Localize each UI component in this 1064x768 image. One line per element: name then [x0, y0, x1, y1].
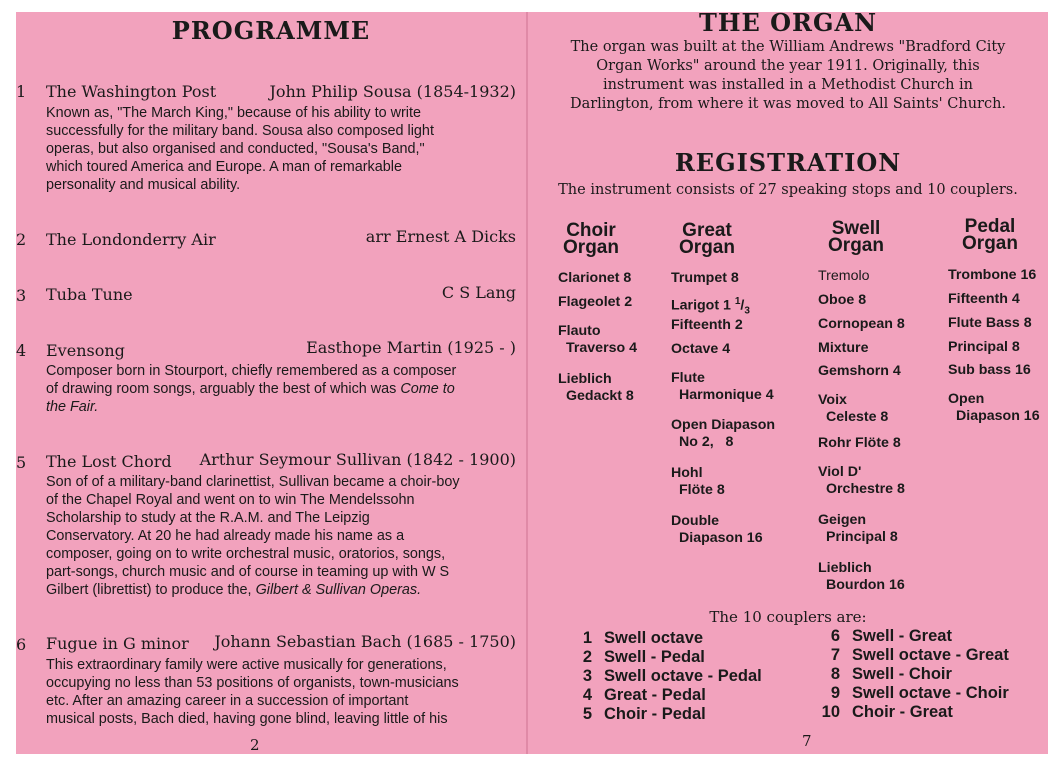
desc-line: which toured America and Europe. A man of remarkable — [46, 159, 402, 175]
coupler-item: 9 Swell octave - Choir — [830, 684, 1009, 702]
stop-entry: Double Diapason 16 — [671, 513, 763, 546]
page-number: 7 — [802, 732, 812, 750]
item-composer: Arthur Seymour Sullivan (1842 - 1900) — [199, 450, 516, 469]
stop-entry: Geigen Principal 8 — [818, 512, 898, 545]
desc-line: successfully for the military band. Sousa also composed light — [46, 123, 434, 139]
item-description — [46, 656, 516, 728]
item-composer: John Philip Sousa (1854-1932) — [269, 82, 516, 101]
coupler-item: 1 Swell octave — [582, 629, 704, 647]
stop-entry: Fifteenth 2 — [671, 317, 743, 333]
stop-entry: Flauto Traverso 4 — [558, 323, 637, 356]
item-composer: C S Lang — [441, 283, 516, 302]
programme-page — [16, 12, 526, 754]
organ-description — [528, 38, 1048, 114]
coupler-item: 5 Choir - Pedal — [582, 705, 706, 723]
desc-line: Known as, "The March King," because of his ability to write — [46, 105, 421, 121]
stop-entry: Flageolet 2 — [558, 294, 633, 310]
item-number: 1 — [16, 82, 27, 101]
stop-entry: Hohl Flöte 8 — [671, 465, 725, 498]
stop-entry: Clarionet 8 — [558, 270, 632, 286]
registration-subtitle: The instrument consists of 27 speaking stops and 10 couplers. — [558, 182, 1018, 198]
item-title: The Lost Chord — [46, 452, 172, 471]
stop-entry: Principal 8 — [948, 339, 1020, 355]
item-title: Fugue in G minor — [46, 634, 189, 653]
desc-line: Composer born in Stourport, chiefly remembered as a composer — [46, 363, 457, 379]
item-composer: arr Ernest A Dicks — [365, 227, 516, 246]
item-number: 2 — [16, 230, 27, 249]
stop-entry: Open Diapason No 2, 8 — [671, 417, 776, 450]
item-description — [46, 473, 516, 599]
stop-entry: Octave 4 — [671, 341, 731, 357]
coupler-item: 3 Swell octave - Pedal — [582, 667, 762, 685]
stop-entry: Lieblich Bourdon 16 — [818, 560, 905, 593]
stop-entry: Oboe 8 — [818, 292, 867, 308]
desc-line: Son of of a military-band clarinettist, Sullivan became a choir-boy — [46, 474, 460, 490]
stop-entry: Larigot 1 $^1/_3$ — [671, 296, 750, 317]
stop-entry: Mixture — [818, 340, 869, 356]
registration-title: REGISTRATION — [674, 148, 902, 177]
stop-entry: Cornopean 8 — [818, 316, 905, 332]
item-number: 5 — [16, 453, 27, 472]
item-composer: Easthope Martin (1925 - ) — [306, 338, 516, 357]
stop-entry: Lieblich Gedackt 8 — [558, 371, 634, 404]
item-composer: Johann Sebastian Bach (1685 - 1750) — [214, 632, 516, 651]
coupler-item: 8 Swell - Choir — [830, 665, 952, 683]
stop-entry: Sub bass 16 — [948, 362, 1031, 378]
organ-text-line: Organ Works" around the year 1911. Originally, this — [596, 58, 980, 74]
column-header-swell: Swell Organ — [828, 218, 884, 256]
stop-entry: Open Diapason 16 — [948, 391, 1040, 424]
column-header-choir: Choir Organ — [563, 220, 619, 258]
organ-text-line: Darlington, from where it was moved to All Saints' Church. — [569, 96, 1007, 112]
organ-page — [528, 8, 1048, 754]
item-title: Tuba Tune — [46, 285, 133, 304]
stop-entry: Trumpet 8 — [671, 270, 739, 286]
item-description — [46, 362, 516, 416]
desc-line: This extraordinary family were active musically for generations, — [46, 657, 447, 673]
stop-entry: Tremolo — [818, 268, 870, 284]
desc-line: etc. After an amazing career in a succession of important — [46, 693, 409, 709]
programme-title: PROGRAMME — [171, 16, 371, 45]
stop-entry: Gemshorn 4 — [818, 363, 901, 379]
desc-line: the Fair. — [46, 399, 99, 415]
organ-text-line: instrument was installed in a Methodist Church in — [602, 77, 974, 93]
desc-line: occupying no less than 53 positions of organists, town-musicians — [46, 675, 459, 691]
item-number: 6 — [16, 635, 27, 654]
item-title: The Washington Post — [46, 82, 217, 101]
stop-entry: Fifteenth 4 — [948, 291, 1020, 307]
desc-line: of the Chapel Royal and went on to win The Mendelssohn — [46, 492, 415, 508]
stop-entry: Trombone 16 — [948, 267, 1037, 283]
item-description — [46, 104, 516, 194]
stop-entry: Viol D' Orchestre 8 — [818, 464, 905, 497]
stop-entry: Voix Celeste 8 — [818, 392, 889, 425]
item-title: The Londonderry Air — [46, 230, 216, 249]
desc-line: composer, going on to write orchestral music, oratorios, songs, — [46, 546, 446, 562]
item-number: 4 — [16, 341, 27, 360]
item-title: Evensong — [46, 341, 125, 360]
desc-line: Scholarship to study at the R.A.M. and The Leipzig — [46, 510, 370, 526]
column-header-pedal: Pedal Organ — [962, 216, 1018, 254]
coupler-item: 10 Choir - Great — [821, 703, 953, 721]
desc-line: Gilbert (librettist) to produce the, Gilbert & Sullivan Operas. — [46, 582, 422, 598]
organ-text-line: The organ was built at the William Andrews "Bradford City — [570, 39, 1006, 55]
desc-line: operas, but also organised and conducted, "Sousa's Band," — [46, 141, 425, 157]
couplers-title: The 10 couplers are: — [709, 608, 867, 626]
organ-title: THE ORGAN — [698, 8, 878, 37]
stop-entry: Flute Harmonique 4 — [671, 370, 774, 403]
stop-entry: Rohr Flöte 8 — [818, 435, 901, 451]
coupler-item: 2 Swell - Pedal — [582, 648, 705, 666]
desc-line: musical posts, Bach died, having gone blind, leaving little of his — [46, 711, 448, 727]
column-header-great: Great Organ — [679, 220, 735, 258]
coupler-item: 4 Great - Pedal — [582, 686, 706, 704]
desc-line: of drawing room songs, arguably the best of which was Come to — [46, 381, 455, 397]
coupler-item: 6 Swell - Great — [830, 627, 952, 645]
desc-line: Conservatory. At 20 he had already made his name as a — [46, 528, 405, 544]
desc-line: part-songs, church music and of course in teaming up with W S — [46, 564, 450, 580]
coupler-item: 7 Swell octave - Great — [830, 646, 1009, 664]
item-number: 3 — [16, 286, 27, 305]
desc-line: personality and musical ability. — [46, 177, 241, 193]
page-number: 2 — [250, 736, 260, 754]
stop-entry: Flute Bass 8 — [948, 315, 1032, 331]
